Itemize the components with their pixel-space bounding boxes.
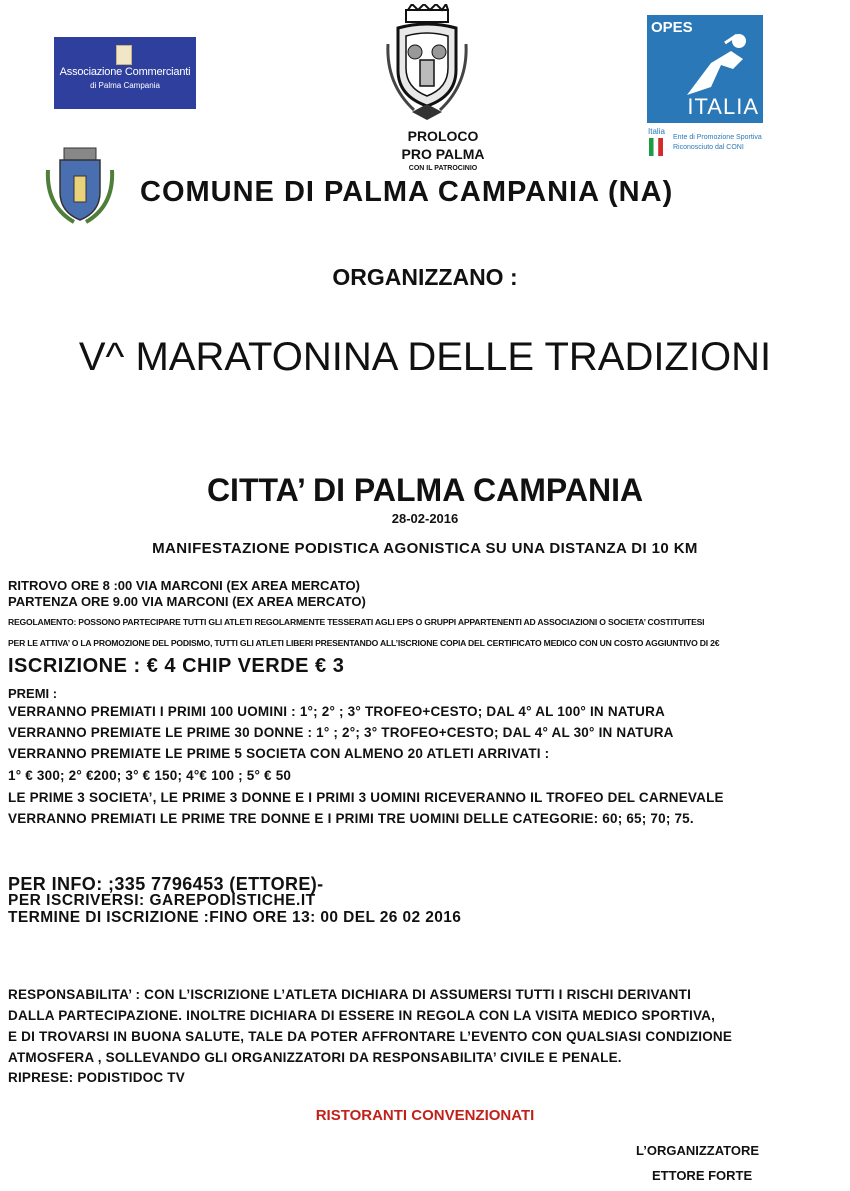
iscrizione-line: ISCRIZIONE : € 4 CHIP VERDE € 3 [8, 655, 345, 677]
termine-iscrizione-line: TERMINE DI ISCRIZIONE :FINO ORE 13: 00 DEL 26 02 2016 [8, 909, 462, 926]
crest-icon [116, 45, 132, 65]
responsabilita-line: E DI TROVARSI IN BUONA SALUTE, TALE DA POTER AFFRONTARE L’EVENTO CON QUALSIASI CONDIZIONE [8, 1029, 733, 1044]
signature-name: ETTORE FORTE [652, 1168, 753, 1183]
signature-role: L’ORGANIZZATORE [636, 1143, 760, 1158]
coni-brand: Italia [648, 127, 665, 136]
patrocinio-label: CON IL PATROCINIO [408, 165, 478, 172]
per-info-line: PER INFO: ;335 7796453 (ETTORE)- [8, 874, 324, 894]
regolamento-line-1: REGOLAMENTO: POSSONO PARTECIPARE TUTTI GLI ATLETI REGOLARMENTE TESSERATI AGLI EPS O GRUPPI APPARTENENTI AD ASSOCIAZIONI O SOCIETA’ COSTITUITESI [8, 617, 705, 627]
premi-line: VERRANNO PREMIATE LE PRIME 5 SOCIETA CON ALMENO 20 ATLETI ARRIVATI : [8, 746, 550, 761]
opes-italia-text: ITALIA [687, 94, 759, 119]
responsabilita-line: DALLA PARTECIPAZIONE. INOLTRE DICHIARA DI ESSERE IN REGOLA CON LA VISITA MEDICO SPORTIVA, [8, 1008, 716, 1023]
proloco-crest-icon [384, 4, 470, 122]
event-date: 28-02-2016 [391, 511, 459, 526]
comune-title: COMUNE DI PALMA CAMPANIA (NA) [140, 176, 674, 208]
premi-line: VERRANNO PREMIATI LE PRIME TRE DONNE E I PRIMI TRE UOMINI DELLE CATEGORIE: 60; 65; 70; 75. [8, 811, 694, 826]
coni-subtitle-line2: Riconosciuto dal CONI [673, 144, 744, 151]
premi-line: 1° € 300; 2° €200; 3° € 150; 4°€ 100 ; 5° € 50 [8, 768, 292, 783]
premi-line: LE PRIME 3 SOCIETA’, LE PRIME 3 DONNE E I PRIMI 3 UOMINI RICEVERANNO IL TROFEO DEL CARNEVALE [8, 790, 724, 805]
riprese-line: RIPRESE: PODISTIDOC TV [8, 1070, 185, 1085]
manifestazione-line: MANIFESTAZIONE PODISTICA AGONISTICA SU UNA DISTANZA DI 10 KM [152, 540, 698, 557]
premi-line: VERRANNO PREMIATI I PRIMI 100 UOMINI : 1°; 2° ; 3° TROFEO+CESTO; DAL 4° AL 100° IN NATURA [8, 704, 666, 719]
partenza-line: PARTENZA ORE 9.00 VIA MARCONI (EX AREA MERCATO) [8, 594, 366, 609]
premi-line: VERRANNO PREMIATE LE PRIME 30 DONNE : 1° ; 2°; 3° TROFEO+CESTO; DAL 4° AL 30° IN NATURA [8, 725, 674, 740]
proloco-label: PROLOCO [407, 128, 479, 144]
runner-icon [677, 29, 757, 99]
associazione-logo-line1: Associazione Commercianti [59, 66, 191, 78]
ritrovo-line: RITROVO ORE 8 :00 VIA MARCONI (EX AREA MERCATO) [8, 578, 360, 593]
organizzano-heading: ORGANIZZANO : [332, 264, 518, 290]
responsabilita-line: ATMOSFERA , SOLLEVANDO GLI ORGANIZZATORI DA RESPONSABILITA’ CIVILE E PENALE. [8, 1050, 622, 1065]
city-title: CITTA’ DI PALMA CAMPANIA [206, 472, 644, 508]
ristoranti-heading: RISTORANTI CONVENZIONATI [315, 1107, 535, 1124]
event-title: V^ MARATONINA DELLE TRADIZIONI [78, 335, 772, 379]
associazione-logo-line2: di Palma Campania [90, 81, 160, 90]
responsabilita-line: RESPONSABILITA’ : CON L’ISCRIZIONE L’ATLETA DICHIARA DI ASSUMERSI TUTTI I RISCHI DERIVANTI [8, 987, 692, 1002]
associazione-commercianti-logo [54, 37, 196, 109]
regolamento-line-2: PER LE ATTIVA’ O LA PROMOZIONE DEL PODISMO, TUTTI GLI ATLETI LIBERI PRESENTANDO ALL’ISCRIONE COPIA DEL CERTIFICATO MEDICO CON UN COSTO AGGIUNTIVO DI 2€ [8, 638, 720, 648]
opes-vertical-text: OPES [651, 19, 693, 36]
per-iscriversi-line: PER ISCRIVERSI: GAREPODISTICHE.IT [8, 892, 316, 909]
pro-palma-label: PRO PALMA [401, 146, 485, 162]
coni-subtitle-line1: Ente di Promozione Sportiva [673, 134, 762, 141]
premi-heading: PREMI : [8, 686, 58, 701]
comune-crest-icon [44, 146, 116, 224]
opes-italia-logo [647, 15, 763, 123]
